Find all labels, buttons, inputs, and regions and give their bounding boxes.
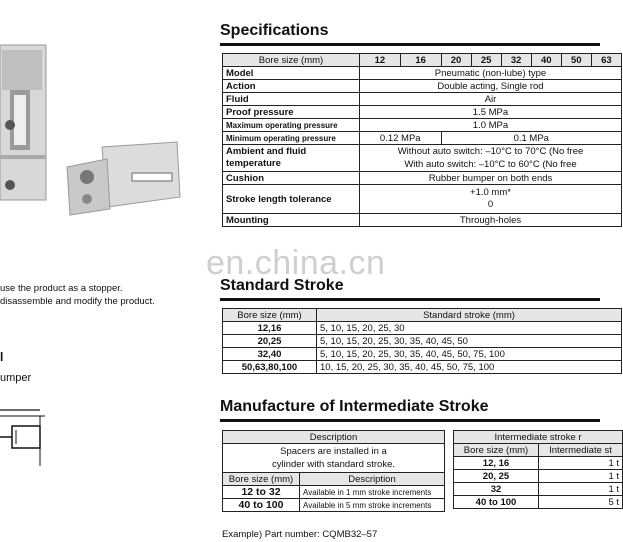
bore-40: 40 — [531, 54, 561, 67]
example-part-number: Example) Part number: CQMB32–57 — [222, 529, 378, 540]
table-row: 12,16 5, 10, 15, 20, 25, 30 — [223, 322, 622, 335]
intermediate-stroke-title-rule — [220, 419, 600, 422]
intermediate-stroke-table: Intermediate stroke r Bore size (mm) Intermediate st 12, 16 1 t 20, 25 1 t 32 1 t 40 to 100 5 t — [453, 430, 623, 509]
specifications-table — [222, 53, 622, 227]
cylinder-product-image — [0, 45, 48, 205]
left-heading: l — [0, 350, 4, 364]
stroke-col-stroke: Standard stroke (mm) — [317, 309, 622, 322]
table-row: 20,25 5, 10, 15, 20, 25, 30, 35, 40, 45, 50 — [223, 335, 622, 348]
spec-row-min-pressure: Minimum operating pressure 0.12 MPa 0.1 MPa — [223, 132, 622, 145]
bore-12: 12 — [360, 54, 401, 67]
bore-50: 50 — [561, 54, 591, 67]
table-row: 40 to 100 5 t — [454, 496, 623, 509]
spec-row-action: Action Double acting, Single rod — [223, 80, 622, 93]
table-row: 12, 16 1 t — [454, 457, 623, 470]
spec-row-max-pressure: Maximum operating pressure 1.0 MPa — [223, 119, 622, 132]
spec-row-proof-pressure: Proof pressure 1.5 MPa — [223, 106, 622, 119]
intermediate-description-table: Description Spacers are installed in a cylinder with standard stroke. Bore size (mm) Description 12 to 32 Available in 1 mm stroke increments 40 to 100 Available in 5 mm stroke increments — [222, 430, 445, 512]
description-header: Description — [223, 431, 445, 444]
spec-row-model: Model Pneumatic (non-lube) type — [223, 67, 622, 80]
table-row: 12 to 32 Available in 1 mm stroke increments — [223, 486, 445, 499]
compact-guide-cylinder-image — [62, 137, 182, 217]
usage-note-2: disassemble and modify the product. — [0, 296, 155, 307]
spec-row-cushion: Cushion Rubber bumper on both ends — [223, 172, 622, 185]
specifications-title: Specifications — [220, 22, 329, 39]
bore-20: 20 — [441, 54, 471, 67]
spec-row-stroke-tolerance: Stroke length tolerance +1.0 mm* 0 — [223, 185, 622, 214]
table-row: 50,63,80,100 10, 15, 20, 25, 30, 35, 40, 45, 50, 75, 100 — [223, 361, 622, 374]
bore-16: 16 — [400, 54, 441, 67]
standard-stroke-title-rule — [220, 298, 600, 301]
spec-row-temperature: Ambient and fluid temperature Without auto switch: –10°C to 70°C (No free With auto switch: –10°C to 60°C (No free — [223, 145, 622, 172]
left-subheading: umper — [0, 372, 32, 384]
watermark: en.china.cn — [206, 244, 386, 282]
bore-25: 25 — [471, 54, 501, 67]
bore-32: 32 — [501, 54, 531, 67]
cylinder-diagram — [0, 408, 50, 468]
bore-63: 63 — [591, 54, 621, 67]
standard-stroke-title: Standard Stroke — [220, 277, 344, 294]
table-row: 20, 25 1 t — [454, 470, 623, 483]
table-row: 32 1 t — [454, 483, 623, 496]
spec-row-fluid: Fluid Air — [223, 93, 622, 106]
table-row: 32,40 5, 10, 15, 20, 25, 30, 35, 40, 45, 50, 75, 100 — [223, 348, 622, 361]
usage-note-1: use the product as a stopper. — [0, 283, 123, 294]
bore-size-header: Bore size (mm) — [223, 54, 360, 67]
intermediate-stroke-title: Manufacture of Intermediate Stroke — [220, 398, 489, 415]
table-row: 40 to 100 Available in 5 mm stroke increments — [223, 499, 445, 512]
stroke-col-bore: Bore size (mm) — [223, 309, 317, 322]
standard-stroke-table — [222, 308, 622, 374]
specifications-title-rule — [220, 43, 600, 46]
spec-row-mounting: Mounting Through-holes — [223, 214, 622, 227]
